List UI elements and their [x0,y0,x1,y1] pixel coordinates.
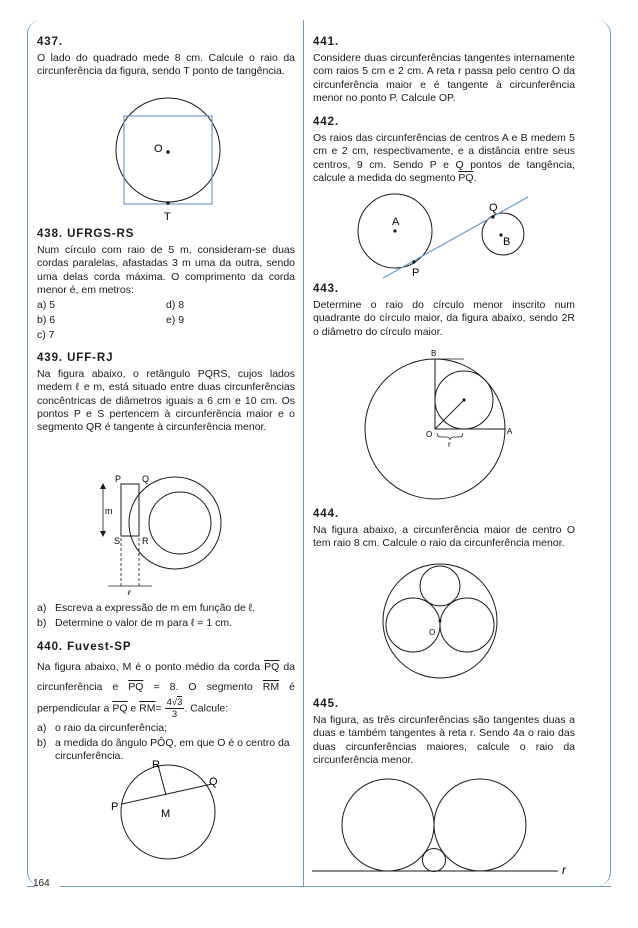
label-m: M [161,808,171,820]
question-445 [313,698,575,767]
options [37,299,295,327]
question-text: Determine o raio do círculo menor inscrito num quadrante do círculo maior, da figura abaixo, sendo 2R o diâmetro do círculo maior. [313,299,575,338]
question-443 [313,283,575,339]
label-r: R [152,759,160,771]
question-text: Na figura abaixo, M é o ponto médio da corda $\overline{PQ}$ da circunferência e $\overline{PQ} = 8$. O segmento $\overline{RM}$ é perpendicular a $\overline{PQ}$ e $\overline{RM}=$ $\frac{4√3}{3}$ . Calcule: [37,661,295,720]
label-o: O [154,143,163,155]
question-439-items [37,600,295,630]
item-b: b) Determine o valor de m para ℓ = 1 cm. [37,617,233,630]
question-text: Na figura abaixo, o retângulo PQRS, cujos lados medem ℓ e m, está situado entre duas circunferências concêntricas de diâmetros iguais a 6 cm e 10 cm. Os pontos P e S pertencem à circunferência maior e o segmento QR é tangente à circunferência menor. [37,368,295,434]
figure-443 [360,345,530,500]
label-s: S [114,536,121,546]
question-text: Considere duas circunferências tangentes internamente com raios 5 cm e 2 cm. A reta r passa pelo centro O da circunferência maior e é tangente à circunferência menor no ponto P. Calcule OP. [313,52,575,104]
column-divider [303,20,304,886]
label-q: Q [209,776,218,788]
label-l: ℓ [127,588,131,595]
page-number: 164 [33,878,50,889]
question-439 [37,352,295,434]
option-b: b) 6 [37,314,56,327]
figure-439 [90,470,250,595]
question-text: Na figura abaixo, a circunferência maior de centro O tem raio 8 cm. Calcule o raio da circunferência menor. [313,524,575,550]
footer-rule-right [60,886,611,887]
question-number: 443. [313,283,339,295]
item-b: b) a medida do ângulo PÔQ, em que O é o centro da circunferência. [37,737,290,763]
question-text: Os raios das circunferências de centros A e B medem 5 cm e 2 cm, respectivamente, e a distância entre seus centros, 9 cm. Sendo P e Q pontos de tangência, calcule a medida do segmento $\overline{PQ}$. [313,132,575,184]
question-444 [313,508,575,551]
label-m: m [105,506,113,516]
question-number: 442. [313,116,339,128]
question-number: 441. [313,36,339,48]
question-441 [313,36,575,105]
figure-437 [100,92,240,224]
question-number: 440. Fuvest-SP [37,641,132,653]
question-number: 438. UFRGS-RS [37,228,135,240]
question-number: 439. UFF-RJ [37,352,114,364]
question-438 [37,228,295,343]
question-437 [37,36,295,79]
option-c: c) 7 [37,329,55,342]
question-number: 445. [313,698,339,710]
label-r: r [448,440,451,449]
label-p: P [111,801,119,813]
item-a: a) o raio da circunferência; [37,722,168,734]
question-text: O lado do quadrado mede 8 cm. Calcule o raio da circunferência da figura, sendo T ponto de tangência. [37,52,295,78]
label-q: Q [142,474,150,484]
label-b: B [431,349,437,358]
label-p: P [412,267,420,279]
option-e: e) 9 [166,314,185,327]
label-q: Q [489,202,498,214]
option-d: d) 8 [166,299,185,312]
figure-444 [377,560,507,685]
question-number: 437. [37,36,63,48]
label-r: R [142,536,149,546]
label-o: O [426,430,433,439]
item-a: a) Escreva a expressão de m em função de ℓ. [37,602,256,614]
question-number: 444. [313,508,339,520]
label-a: A [507,427,513,436]
option-a: a) 5 [37,299,56,312]
label-b: B [503,236,511,248]
label-p: P [115,474,122,484]
label-t: T [164,211,171,223]
question-text: Num círculo com raio de 5 m, consideram-se duas cordas paralelas, afastadas 3 m uma da outra, sendo uma delas corda máxima. O comprimento da corda menor é, em metros: [37,244,295,296]
label-o: O [429,628,436,637]
question-440 [37,640,295,764]
question-text: Na figura, as três circunferências são tangentes duas a duas e também tangentes à reta r. Sendo 4a o raio das duas circunferências maiores, calcule o raio da circunferência menor. [313,714,575,766]
figure-445 [310,770,582,878]
figure-442 [355,192,555,282]
label-r: r [562,863,566,877]
figure-440 [108,754,228,864]
label-a: A [392,216,400,228]
fraction: $\frac{4√3}{3}$ [166,697,183,720]
question-442 [313,116,575,185]
